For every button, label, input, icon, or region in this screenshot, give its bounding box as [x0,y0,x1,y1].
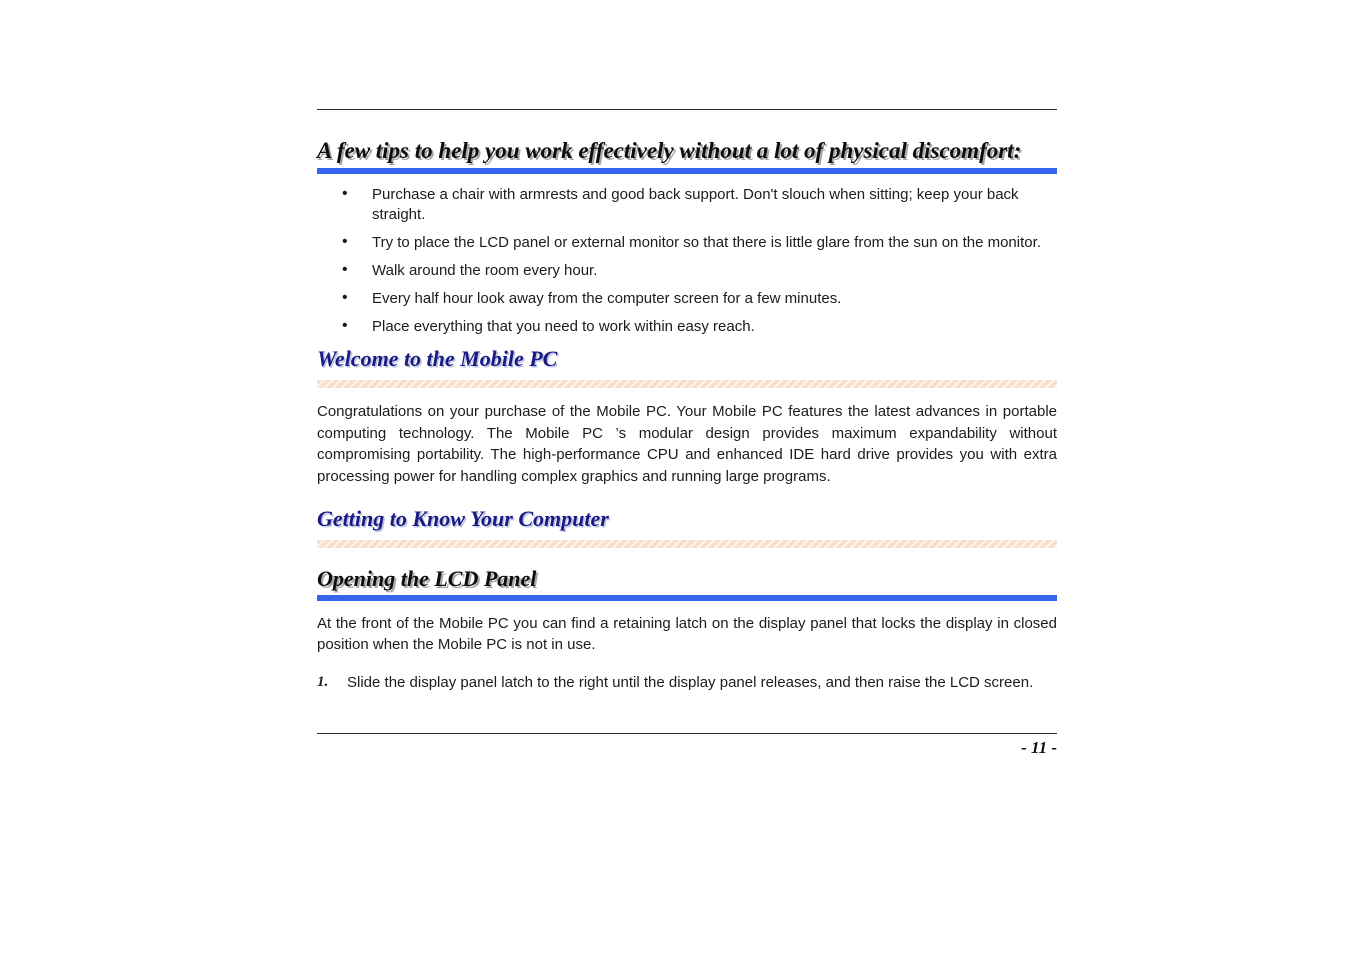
tips-list-item: • Try to place the LCD panel or external monitor so that there is little glare from the sun on the monitor. [317,233,1057,253]
tips-list-item: • Place everything that you need to work within easy reach. [317,317,1057,337]
opening-lcd-section-heading: Opening the LCD Panel [317,566,537,591]
step-number: 1. [317,674,329,690]
peach-hatched-rule [317,380,1057,388]
step-text: Slide the display panel latch to the right until the display panel releases, and then raise the LCD screen. [347,674,1034,691]
tips-list [317,185,1057,337]
tips-list-item: • Every half hour look away from the computer screen for a few minutes. [317,289,1057,309]
numbered-step [317,672,1057,693]
welcome-paragraph: Congratulations on your purchase of the Mobile PC. Your Mobile PC features the latest advances in portable computing technology. The Mobile PC ’s modular design provides maximum expandability without compromising portability. The high-performance CPU and enhanced IDE hard drive provides you with extra processing power for handling complex graphics and running large programs. [317,403,1057,485]
blue-double-rule-top [317,168,1057,174]
opening-lcd-paragraph: At the front of the Mobile PC you can find a retaining latch on the display panel that locks the display in closed position when the Mobile PC is not in use. [317,615,1057,653]
tips-list-item: • Purchase a chair with armrests and good back support. Don't slouch when sitting; keep your back straight. [317,185,1057,225]
document-page [317,0,1057,758]
footer-rule [317,733,1057,734]
blue-double-rule-bottom [317,595,1057,601]
page-number: - 11 - [1021,738,1057,757]
tips-section-heading: A few tips to help you work effectively without a lot of physical discomfort: [317,138,1022,163]
peach-hatched-rule [317,540,1057,548]
tips-list-item: • Walk around the room every hour. [317,261,1057,281]
header-rule [317,109,1057,110]
welcome-section-heading: Welcome to the Mobile PC [317,346,558,371]
getting-to-know-section-heading: Getting to Know Your Computer [317,506,609,531]
